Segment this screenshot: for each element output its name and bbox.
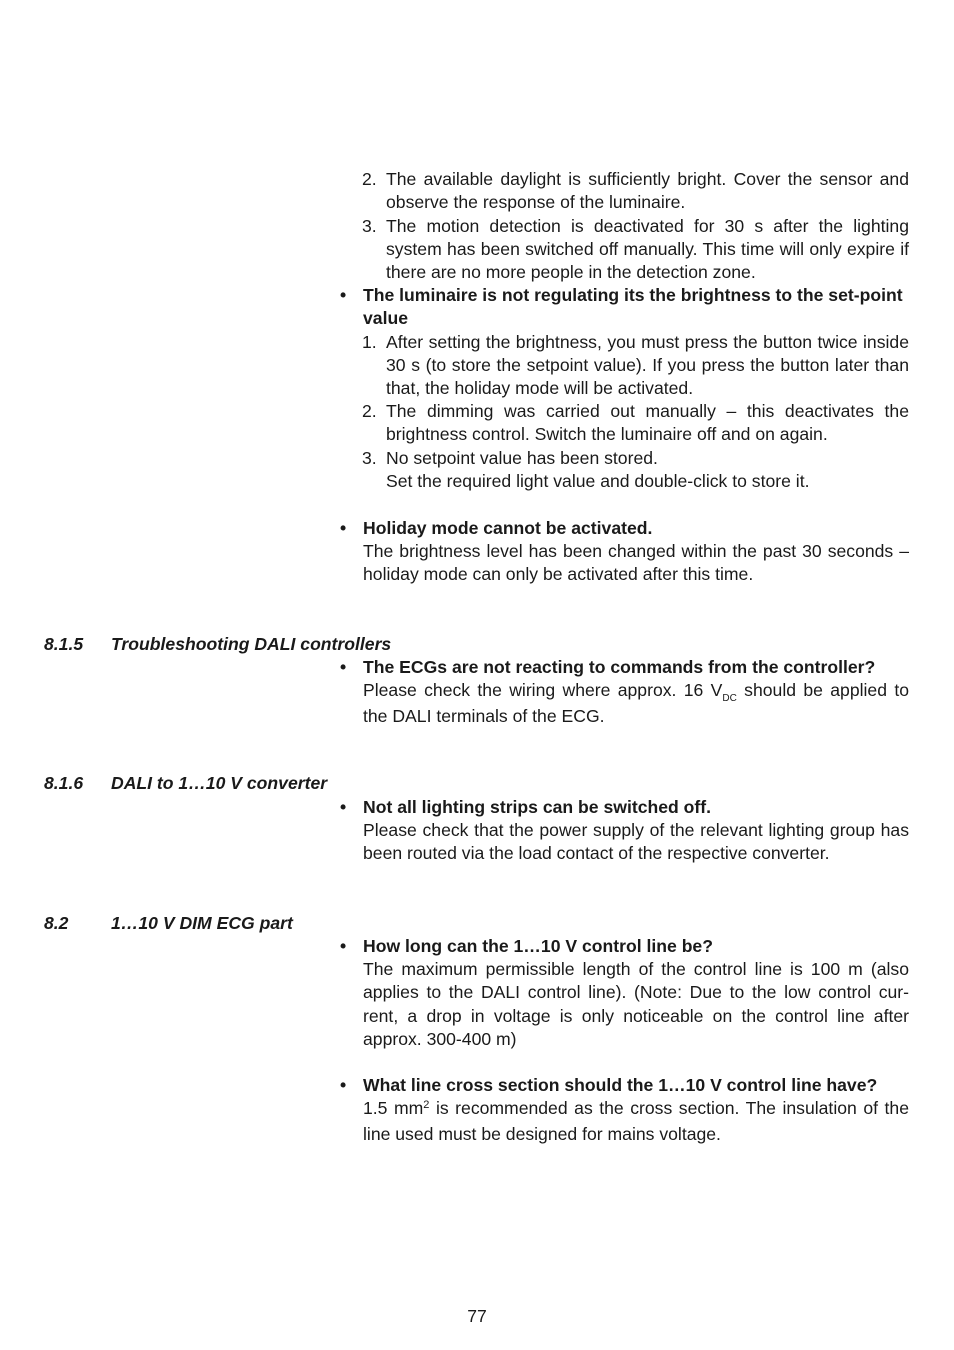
- bullet-block: [363, 1074, 909, 1147]
- section-title: 1…10 V DIM ECG part: [111, 913, 293, 933]
- bullet: •: [340, 797, 347, 817]
- list-number: 3.: [362, 216, 377, 236]
- bullet-block: [363, 796, 909, 866]
- bullet-heading: The ECGs are not reacting to commands from the controller?: [363, 657, 876, 677]
- bullet-heading: How long can the 1…10 V control line be?: [363, 936, 713, 956]
- text-part: should be applied to the DALI terminals of the ECG.: [363, 680, 909, 727]
- bullet-block: [363, 656, 909, 729]
- bullet-text: [363, 1097, 909, 1146]
- bullet: •: [340, 285, 347, 305]
- bullet-heading: The luminaire is not regulating its the brightness to the set-point value: [363, 285, 903, 329]
- superscript: 2: [423, 1099, 430, 1112]
- list-number: 2.: [362, 169, 377, 189]
- bullet: •: [340, 518, 347, 538]
- list-item-line: Set the required light value and double-click to store it.: [386, 471, 810, 492]
- bullet-text: The maximum permissible length of the control line is 100 m (also applies to the DALI control line). (Note: Due to the low control cur-rent, a drop in voltage is only noticeable on the control line after approx. 300-400 m): [363, 959, 909, 1049]
- bullet-heading: Holiday mode cannot be activated.: [363, 518, 653, 538]
- list-number: 2.: [362, 401, 377, 421]
- section-number: 8.2: [44, 913, 69, 933]
- bullet-block: [363, 517, 909, 587]
- subscript: DC: [722, 693, 737, 705]
- bullet-text: Please check that the power supply of the relevant lighting group has been routed via the load contact of the respective converter.: [363, 820, 909, 864]
- bullet-text: The brightness level has been changed within the past 30 seconds – holiday mode can only be activated after this time.: [363, 541, 909, 585]
- bullet-block: [363, 935, 909, 1051]
- section-number: 8.1.5: [44, 634, 84, 654]
- list-item-text: After setting the brightness, you must press the button twice inside 30 s (to store the setpoint value). If you press the button later than that, the holiday mode will be activated.: [386, 332, 909, 399]
- section-title: Troubleshooting DALI controllers: [111, 634, 392, 654]
- section-number: 8.1.6: [44, 773, 84, 793]
- list-item-line: No setpoint value has been stored.: [386, 448, 658, 468]
- list-number: 3.: [362, 448, 377, 468]
- bullet: •: [340, 657, 347, 677]
- list-number: 1.: [362, 332, 377, 352]
- text-part: is recommended as the cross section. The insulation of the line used must be designed for mains voltage.: [363, 1098, 909, 1145]
- bullet: •: [340, 1075, 347, 1095]
- text-part: 1.5 mm: [363, 1098, 424, 1119]
- list-item-text: The motion detection is deactivated for 30 s after the lighting system has been switched off manually. This time will only expire if there are no more people in the detection zone.: [386, 216, 909, 283]
- list-item-text: [386, 447, 909, 493]
- text-part: Please check the wiring where approx. 16 V: [363, 680, 723, 701]
- bullet-heading: Not all lighting strips can be switched off.: [363, 797, 711, 817]
- list-item-text: The dimming was carried out manually – this deactivates the brightness control. Switch the luminaire off and on again.: [386, 401, 909, 445]
- page-number: 77: [467, 1306, 487, 1326]
- bullet-text: [363, 679, 909, 728]
- bullet: •: [340, 936, 347, 956]
- section-title: DALI to 1…10 V converter: [111, 773, 328, 793]
- list-item-text: The available daylight is sufficiently bright. Cover the sensor and observe the response of the luminaire.: [386, 169, 909, 213]
- bullet-heading: What line cross section should the 1…10 V control line have?: [363, 1075, 878, 1095]
